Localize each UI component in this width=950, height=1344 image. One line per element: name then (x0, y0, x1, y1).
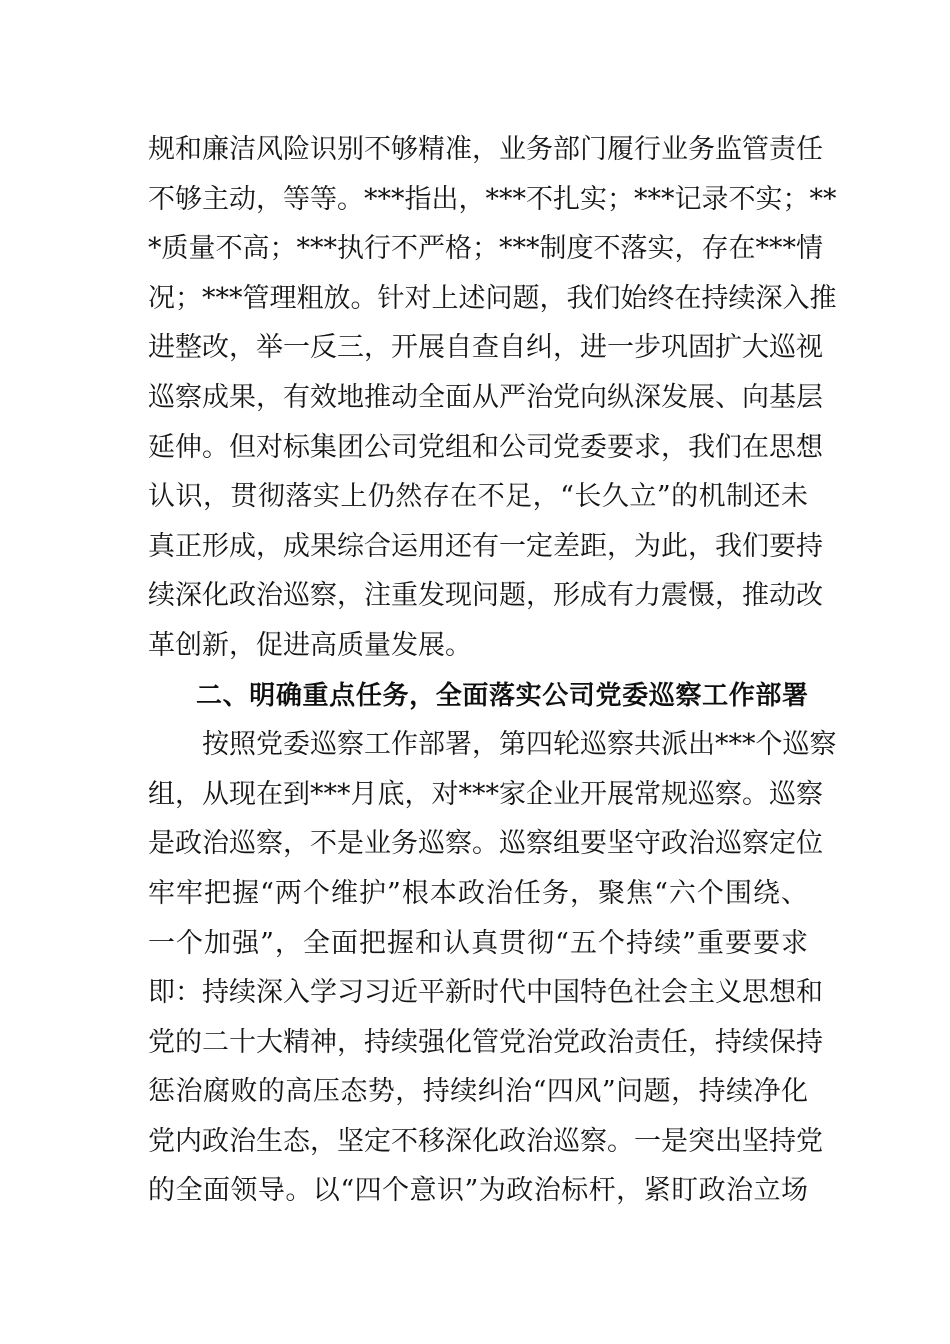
paragraph-line: 延伸。但对标集团公司党组和公司党委要求，我们在思想 (148, 432, 823, 463)
paragraph-line: *质量不高；***执行不严格；***制度不落实，存在***情 (148, 233, 823, 264)
paragraph-line: 牢牢把握“两个维护”根本政治任务，聚焦“六个围绕、 (148, 878, 808, 909)
paragraph-line: 巡察成果，有效地推动全面从严治党向纵深发展、向基层 (148, 382, 823, 413)
paragraph-line: 况；***管理粗放。针对上述问题，我们始终在持续深入推 (148, 283, 837, 314)
paragraph-line: 即：持续深入学习习近平新时代中国特色社会主义思想和 (148, 977, 823, 1008)
paragraph-line: 不够主动，等等。***指出，***不扎实；***记录不实；** (148, 184, 837, 215)
paragraph-line: 按照党委巡察工作部署，第四轮巡察共派出***个巡察 (202, 729, 837, 760)
paragraph-line: 一个加强”，全面把握和认真贯彻“五个持续”重要要求 (148, 928, 808, 959)
paragraph-line: 是政治巡察，不是业务巡察。巡察组要坚守政治巡察定位 (148, 828, 823, 859)
paragraph-line: 的全面领导。以“四个意识”为政治标杆，紧盯政治立场 (148, 1175, 808, 1206)
paragraph-line: 进整改，举一反三，开展自查自纠，进一步巩固扩大巡视 (148, 332, 823, 363)
paragraph-line: 规和廉洁风险识别不够精准，业务部门履行业务监管责任 (148, 134, 823, 165)
paragraph-line: 党内政治生态，坚定不移深化政治巡察。一是突出坚持党 (148, 1126, 823, 1157)
paragraph-line: 惩治腐败的高压态势，持续纠治“四风”问题，持续净化 (148, 1076, 808, 1107)
paragraph-line: 续深化政治巡察，注重发现问题，形成有力震慑，推动改 (148, 580, 823, 611)
section-heading: 二、明确重点任务，全面落实公司党委巡察工作部署 (196, 681, 808, 711)
paragraph-line: 组，从现在到***月底，对***家企业开展常规巡察。巡察 (148, 779, 823, 810)
paragraph-line: 认识，贯彻落实上仍然存在不足，“长久立”的机制还未 (148, 481, 808, 512)
paragraph-line: 党的二十大精神，持续强化管党治党政治责任，持续保持 (148, 1027, 823, 1058)
paragraph-line: 真正形成，成果综合运用还有一定差距，为此，我们要持 (148, 531, 823, 562)
paragraph-line: 革创新，促进高质量发展。 (148, 630, 472, 661)
